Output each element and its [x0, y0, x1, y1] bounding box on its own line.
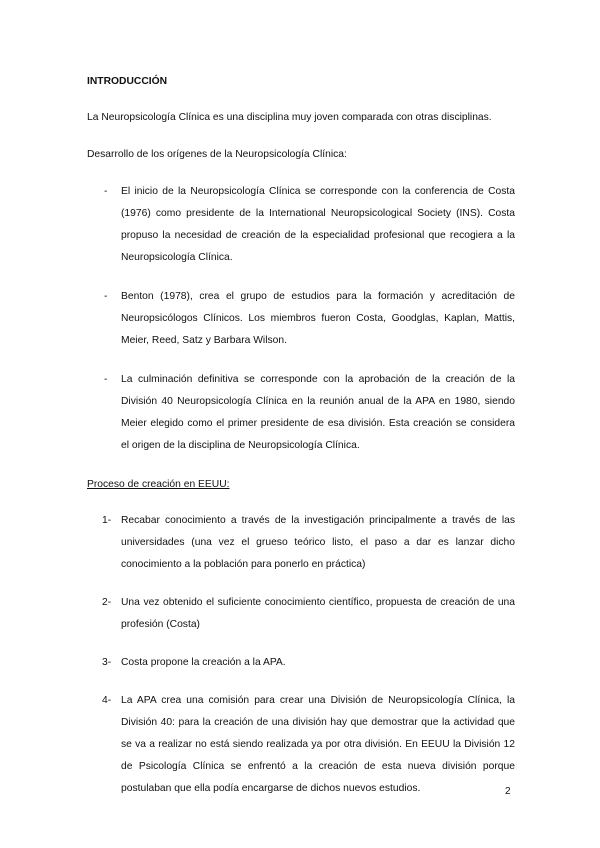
number-marker: 1- [102, 515, 112, 526]
origins-list [87, 181, 515, 457]
list-item [87, 369, 515, 457]
bullet-marker: - [104, 186, 108, 197]
list-item-text: Costa propone la creación a la APA. [121, 657, 286, 668]
list-item [87, 592, 515, 636]
number-marker: 4- [102, 695, 112, 706]
list-item [87, 181, 515, 269]
bullet-marker: - [104, 374, 108, 385]
list-item-text: Benton (1978), crea el grupo de estudios para la formación y acreditación de Neuropsicólogos Clínicos. Los miembros fueron Costa, Goodglas, Kaplan, Mattis, Meier, Reed, Satz y Barbara Wilson. [121, 291, 515, 346]
list-item-text: La APA crea una comisión para crear una División de Neuropsicología Clínica, la División 40: para la creación de una división hay que demostrar que la actividad que se va a realizar no está siendo realizada ya por otra división. En EEUU la División 12 de Psicología Clínica se enfrentó a la creación de esta nueva división porque postulaban que ella podía encargarse de dichos nuevos estudios. [121, 695, 515, 794]
list-item-text: Recabar conocimiento a través de la investigación principalmente a través de las universidades (una vez el grueso teórico listo, el paso a dar es lanzar dicho conocimiento a la población para ponerlo en práctica) [121, 515, 515, 570]
list-item-text: El inicio de la Neuropsicología Clínica se corresponde con la conferencia de Costa (1976) como presidente de la International Neuropsicological Society (INS). Costa propuso la necesidad de creación de la especialidad profesional que recogiera a la Neuropsicología Clínica. [121, 186, 515, 263]
origins-title: Desarrollo de los orígenes de la Neuropsicología Clínica: [87, 149, 347, 160]
process-title: Proceso de creación en EEUU: [87, 479, 230, 490]
process-list [87, 510, 515, 800]
intro-paragraph: La Neuropsicología Clínica es una disciplina muy joven comparada con otras disciplinas. [87, 112, 492, 123]
list-item [87, 652, 515, 674]
heading: INTRODUCCIÓN [87, 76, 168, 87]
list-item [87, 690, 515, 800]
list-item [87, 286, 515, 352]
list-item-text: La culminación definitiva se corresponde con la aprobación de la creación de la División 40 Neuropsicología Clínica en la reunión anual de la APA en 1980, siendo Meier elegido como el primer presidente de esa división. Esta creación se considera el origen de la disciplina de Neuropsicología Clínica. [121, 374, 515, 451]
list-item-text: Una vez obtenido el suficiente conocimiento científico, propuesta de creación de una profesión (Costa) [121, 597, 515, 630]
number-marker: 2- [102, 597, 112, 608]
bullet-marker: - [104, 291, 108, 302]
document-body [87, 71, 515, 816]
number-marker: 3- [102, 657, 112, 668]
page-number: 2 [505, 786, 511, 797]
list-item [87, 510, 515, 576]
